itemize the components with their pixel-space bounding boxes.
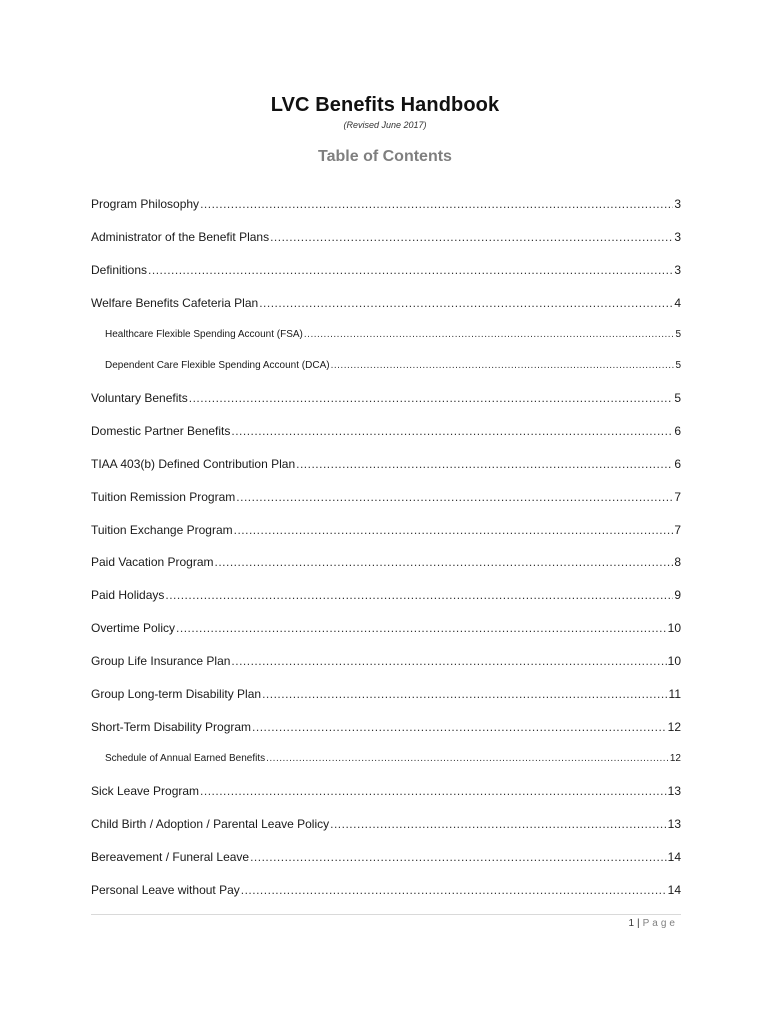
toc-entry-page-number: 5	[675, 329, 681, 340]
toc-entry-label: Sick Leave Program	[91, 784, 200, 798]
toc-entry-label: Voluntary Benefits	[91, 391, 188, 405]
toc-entry-page-number: 9	[674, 588, 681, 602]
toc-entry[interactable]	[91, 653, 681, 669]
toc-entry-label: Domestic Partner Benefits	[91, 424, 231, 438]
toc-entry-page-number: 12	[667, 720, 681, 734]
toc-entry-page-number: 4	[674, 296, 681, 310]
toc-entry[interactable]	[91, 522, 681, 538]
toc-dot-leader	[231, 423, 673, 439]
toc-dot-leader	[148, 262, 673, 278]
toc-entry-label: Tuition Remission Program	[91, 490, 236, 504]
toc-dot-leader	[200, 196, 673, 212]
toc-entry[interactable]	[91, 423, 681, 439]
toc-entry-page-number: 7	[674, 490, 681, 504]
toc-entry[interactable]	[91, 554, 681, 570]
toc-dot-leader	[236, 489, 673, 505]
toc-entry-label: Short-Term Disability Program	[91, 720, 252, 734]
page-footer	[628, 918, 678, 929]
toc-entry-page-number: 7	[674, 523, 681, 537]
footer-separator: |	[637, 918, 640, 929]
toc-entry-label: Personal Leave without Pay	[91, 883, 240, 897]
toc-entry-label: Program Philosophy	[91, 197, 200, 211]
toc-dot-leader	[330, 816, 667, 832]
toc-entry-label: Group Life Insurance Plan	[91, 654, 231, 668]
toc-entry-label: Dependent Care Flexible Spending Account (DCA)	[105, 360, 330, 371]
toc-entry-label: Healthcare Flexible Spending Account (FSA)	[105, 329, 303, 340]
toc-entry-page-number: 14	[667, 883, 681, 897]
toc-dot-leader	[331, 358, 675, 374]
document-subtitle: (Revised June 2017)	[343, 120, 427, 130]
toc-entry-page-number: 8	[674, 555, 681, 569]
toc-entry[interactable]	[91, 587, 681, 603]
toc-entry[interactable]	[91, 849, 681, 865]
toc-entry-label: Paid Vacation Program	[91, 555, 214, 569]
footer-divider	[91, 914, 681, 915]
toc-entry[interactable]	[91, 196, 681, 212]
toc-entry[interactable]	[91, 882, 681, 898]
toc-entry-page-number: 10	[667, 621, 681, 635]
footer-page-number: 1	[628, 918, 635, 929]
toc-entry-label: Definitions	[91, 263, 148, 277]
toc-entry-label: Welfare Benefits Cafeteria Plan	[91, 296, 259, 310]
toc-entry-page-number: 3	[674, 263, 681, 277]
toc-entry-page-number: 6	[674, 424, 681, 438]
toc-dot-leader	[250, 849, 667, 865]
toc-dot-leader	[234, 522, 674, 538]
toc-entry-label: Overtime Policy	[91, 621, 176, 635]
toc-entry-label: TIAA 403(b) Defined Contribution Plan	[91, 457, 296, 471]
toc-entry-label: Group Long-term Disability Plan	[91, 687, 262, 701]
toc-dot-leader	[270, 229, 673, 245]
toc-entry[interactable]	[91, 456, 681, 472]
toc-entry-page-number: 12	[669, 753, 681, 764]
toc-dot-leader	[215, 554, 674, 570]
toc-heading: Table of Contents	[318, 148, 452, 165]
toc-dot-leader	[296, 456, 673, 472]
toc-entry-page-number: 14	[667, 850, 681, 864]
toc-dot-leader	[200, 783, 667, 799]
toc-dot-leader	[241, 882, 667, 898]
footer-page-word: Page	[642, 918, 678, 929]
toc-entry[interactable]	[91, 390, 681, 406]
toc-dot-leader	[304, 327, 675, 343]
toc-entry-page-number: 5	[675, 360, 681, 371]
toc-entry-label: Administrator of the Benefit Plans	[91, 230, 270, 244]
toc-entry[interactable]	[91, 262, 681, 278]
toc-entry-page-number: 5	[674, 391, 681, 405]
toc-entry-label: Tuition Exchange Program	[91, 523, 233, 537]
toc-entry-label: Bereavement / Funeral Leave	[91, 850, 250, 864]
toc-entry-label: Schedule of Annual Earned Benefits	[105, 753, 266, 764]
toc-entry[interactable]	[91, 620, 681, 636]
toc-dot-leader	[189, 390, 674, 406]
toc-entry-label: Child Birth / Adoption / Parental Leave Policy	[91, 817, 330, 831]
toc-dot-leader	[259, 295, 673, 311]
toc-dot-leader	[262, 686, 667, 702]
toc-entry-page-number: 13	[667, 817, 681, 831]
toc-entry[interactable]	[91, 816, 681, 832]
toc-dot-leader	[165, 587, 673, 603]
toc-entry-page-number: 3	[674, 197, 681, 211]
toc-dot-leader	[252, 719, 667, 735]
toc-dot-leader	[176, 620, 667, 636]
toc-entry[interactable]	[91, 783, 681, 799]
toc-entry[interactable]	[91, 229, 681, 245]
toc-subentry[interactable]	[105, 751, 681, 767]
toc-subentry[interactable]	[105, 327, 681, 343]
toc-entry-label: Paid Holidays	[91, 588, 165, 602]
toc-entry-page-number: 3	[674, 230, 681, 244]
toc-dot-leader	[231, 653, 666, 669]
toc-entry[interactable]	[91, 295, 681, 311]
document-title: LVC Benefits Handbook	[270, 94, 500, 116]
toc-entry-page-number: 10	[667, 654, 681, 668]
toc-subentry[interactable]	[105, 358, 681, 374]
toc-dot-leader	[266, 751, 669, 767]
toc-entry-page-number: 6	[674, 457, 681, 471]
toc-entry[interactable]	[91, 719, 681, 735]
toc-entry[interactable]	[91, 489, 681, 505]
toc-entry-page-number: 13	[667, 784, 681, 798]
toc-entry-page-number: 11	[668, 687, 681, 701]
toc-entry[interactable]	[91, 686, 681, 702]
